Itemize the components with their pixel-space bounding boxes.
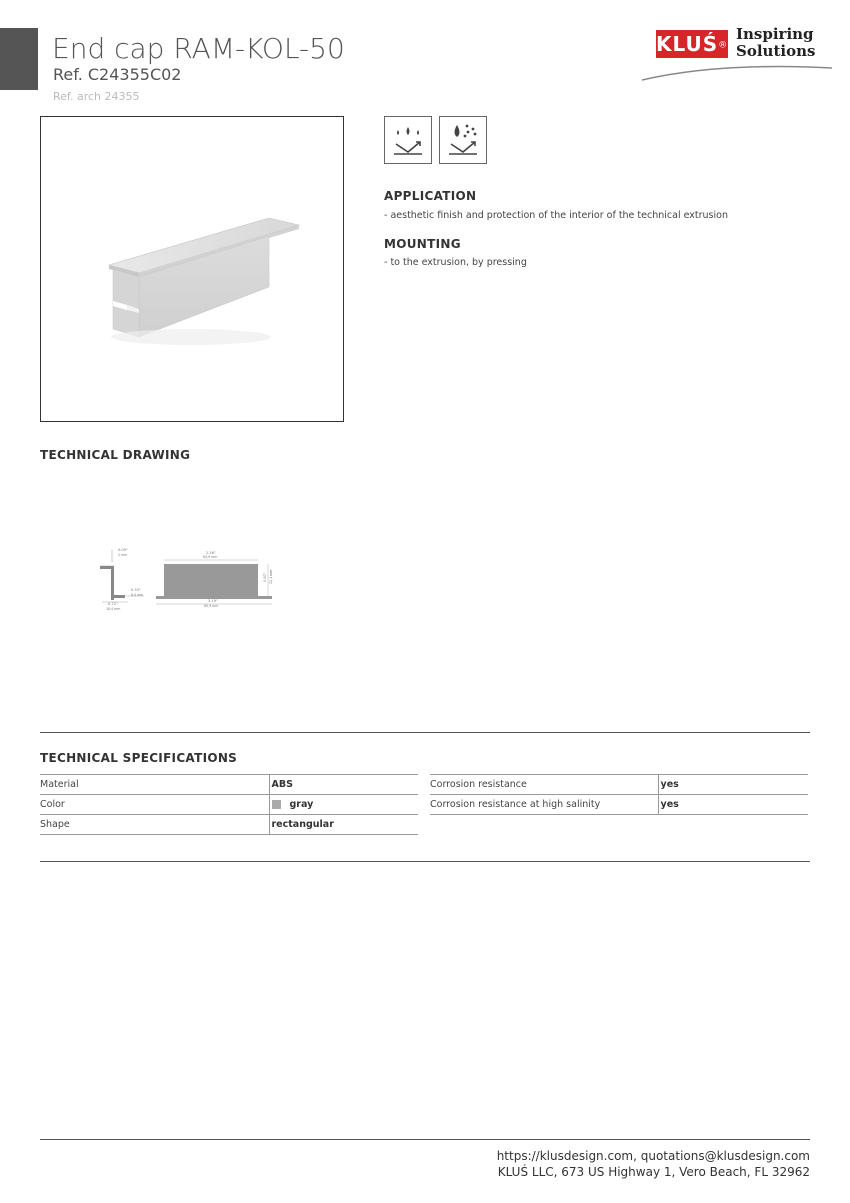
specs-heading: TECHNICAL SPECIFICATIONS (40, 751, 238, 765)
application-heading: APPLICATION (384, 189, 477, 203)
dust-water-resistance-icon (439, 116, 487, 164)
dim-top-small: 0.09" (118, 548, 128, 552)
application-item: - aesthetic finish and protection of the interior of the technical extrusion (384, 210, 728, 221)
spec-label-corrosion: Corrosion resistance (430, 775, 658, 795)
divider-bottom (40, 861, 810, 862)
table-row (430, 795, 808, 815)
mounting-item: - to the extrusion, by pressing (384, 257, 527, 268)
spec-value-shape: rectangular (269, 815, 418, 835)
corner-accent (0, 28, 38, 90)
spec-label-shape: Shape (40, 815, 269, 835)
water-resistance-icon (384, 116, 432, 164)
drawing-side-wall (111, 566, 114, 600)
logo-tagline-line2: Solutions (736, 42, 816, 60)
table-row (40, 815, 418, 835)
logo-brand: KLUŚ (656, 32, 719, 56)
divider-top (40, 732, 810, 733)
dim-bottom-large: 3.19" (208, 599, 218, 603)
logo-tagline-line1: Inspiring (736, 25, 814, 43)
dim-base-small: 0.72" (108, 602, 118, 606)
footer (497, 1148, 810, 1180)
table-row (40, 775, 418, 795)
dim-width-side: 0.33" (131, 588, 141, 592)
spec-value-color-cell (269, 795, 418, 815)
footer-divider (40, 1139, 810, 1140)
mounting-heading: MOUNTING (384, 237, 461, 251)
spec-label-color: Color (40, 795, 269, 815)
dim-top-small-mm: 2 mm (118, 553, 128, 557)
spec-value-material: ABS (269, 775, 418, 795)
logo-brand-box (656, 30, 728, 58)
technical-drawing (96, 546, 286, 620)
dim-base-small-mm: 18,4 mm (106, 607, 121, 611)
logo-swoosh (640, 60, 835, 82)
product-ref: Ref. C24355C02 (53, 65, 182, 84)
klus-logo (640, 26, 840, 86)
spec-value-color: gray (289, 799, 314, 810)
dim-top-large-mm: 64,9 mm (203, 555, 218, 559)
product-ref-arch: Ref. arch 24355 (53, 90, 140, 103)
spec-label-corrosion-salinity: Corrosion resistance at high salinity (430, 795, 658, 815)
logo-tagline (736, 26, 815, 60)
spec-value-corrosion: yes (658, 775, 808, 795)
footer-address: KLUŚ LLC, 673 US Highway 1, Vero Beach, FL 32962 (497, 1165, 810, 1179)
table-row (430, 775, 808, 795)
spec-label-material: Material (40, 775, 269, 795)
dim-height: 0.87" (263, 572, 267, 582)
dim-width-side-mm: 8,4 mm (131, 593, 144, 597)
table-row (40, 795, 418, 815)
footer-contact: https://klusdesign.com, quotations@klusdesign.com (496, 1149, 810, 1163)
specs-table-left (40, 774, 418, 835)
spec-value-corrosion-salinity: yes (658, 795, 808, 815)
drawing-front-body (164, 564, 258, 596)
technical-drawing-heading: TECHNICAL DRAWING (40, 448, 191, 462)
specs-table-right (430, 774, 808, 815)
dim-top-large: 2.56" (206, 551, 216, 555)
product-photo (40, 116, 344, 422)
end-cap-image (41, 117, 343, 421)
drawing-side-foot (111, 595, 125, 598)
color-swatch (272, 800, 281, 809)
dim-height-mm: 22,1 mm (269, 569, 273, 584)
feature-icons (384, 116, 487, 164)
logo-reg-mark: ® (718, 40, 729, 51)
dim-bottom-large-mm: 80,9 mm (204, 604, 219, 608)
page-title: End cap RAM-KOL-50 (52, 32, 345, 65)
